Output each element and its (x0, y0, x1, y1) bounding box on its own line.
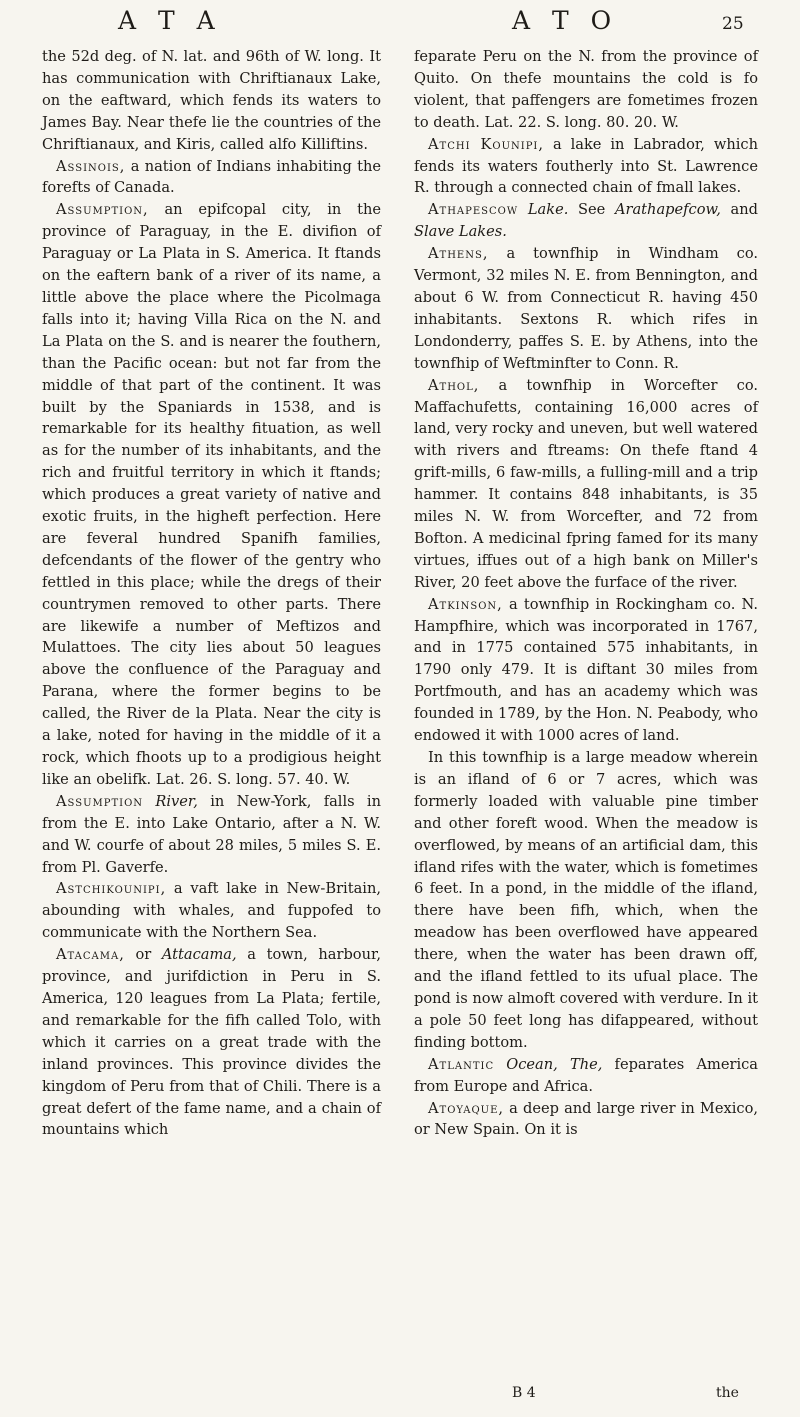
entry-text-pre: or (124, 946, 162, 964)
entry-assumption-river (42, 791, 381, 879)
headword: Atchi Kounipi, (428, 135, 545, 153)
entry-text: a townfhip in Worcefter co. Maffachufetts, containing 16,000 acres of land, very rocky and uneven, but well watered with rivers and ftreams: On thefe ftand 4 grift-mills, 6 faw-mills, a fulling-mill and a trip hammer. It contains 848 inhabitants, is 35 miles N. W. from Worcefter, and 72 from Bofton. A medicinal fpring famed for its many virtues, iffues out of a high bank on Miller's River, 20 feet above the furface of the river. (414, 376, 758, 591)
entry-athapescow (414, 199, 758, 243)
entry-italic: Ocean, The, (494, 1055, 603, 1073)
entry-athens (414, 243, 758, 374)
entry-text: an epifcopal city, in the province of Paraguay, in the E. divifion of Paraguay or La Plata in S. America. It ftands on the eaftern bank of a river of its name, a little above the place where the Picolmaga falls into it; having Villa Rica on the N. and La Plata on the S. and is nearer the fouthern, than the Pacific ocean: but not far from the middle of that part of the continent. It was built by the Spaniards in 1538, and is remarkable for its healthy fituation, as well as for the number of its inhabitants, and the rich and fruitful territory in which it ftands; which produces a great variety of native and exotic fruits, in the higheft perfection. Here are feveral hundred Spanifh families, defcendants of the flower of the gentry who fettled in this place; while the dregs of their countrymen removed to other parts. There are likewife a number of Meftizos and Mulattoes. The city lies about 50 leagues above the confluence of the Paraguay and Parana, where the former begins to be called, the River de la Plata. Near the city is a lake, noted for having in the middle of it a rock, which fhoots up to a prodigious height like an obelifk. Lat. 26. S. long. 57. 40. W. (42, 201, 381, 788)
headword: Assumption (56, 792, 144, 810)
entry-atoyaque (414, 1098, 758, 1142)
running-header (0, 6, 800, 40)
headword: Atoyaque, (428, 1099, 505, 1117)
headword: Athapescow (428, 201, 519, 219)
entry-italic: River, (143, 792, 198, 810)
entry-athol (414, 375, 758, 594)
entry-italic-ref1: Arathapefcow, (614, 201, 721, 219)
entry-atacama (42, 944, 381, 1141)
entry-continuation (42, 46, 381, 156)
entry-text: a townfhip in Rockingham co. N. Hampfhire, which was incorporated in 1767, and in 1775 contained 575 inhabitants, in 1790 only 479. It is diftant 30 miles from Portfmouth, and has an academy which was founded in 1789, by the Hon. N. Peabody, who endowed it with 1000 acres of land. (414, 595, 758, 745)
signature-mark: B 4 (512, 1385, 536, 1401)
entry-text-and: and (720, 201, 758, 219)
header-right: A T O (512, 6, 619, 35)
right-column (414, 46, 758, 1141)
entry-italic-ref2: Slave Lakes. (414, 223, 507, 241)
entry-italic: Lake. (518, 201, 569, 219)
entry-text: feparates America from Europe and Africa. (414, 1055, 759, 1095)
entry-text-see: See (568, 201, 615, 219)
entry-text: in New-York, falls in from the E. into Lake Ontario, after a N. W. and W. courfe of about 28 miles, 5 miles S. E. from Pl. Gaverfe. (42, 792, 382, 876)
page-number: 25 (722, 14, 744, 34)
entry-continuation (414, 46, 758, 134)
headword: Assinois, (56, 157, 126, 175)
entry-atchi-kounipi (414, 134, 758, 200)
entry-astchikounipi (42, 878, 381, 944)
entry-assumption (42, 199, 381, 790)
entry-text: a townfhip in Windham co. Vermont, 32 miles N. E. from Bennington, and about 6 W. from Connecticut R. having 450 inhabitants. Sextons R. which rifes in Londonderry, paffes S. E. by Athens, into the townfhip of Weftminfter to Conn. R. (414, 245, 758, 372)
entry-text: a lake in Labrador, which fends its waters foutherly into St. Lawrence R. through a connected chain of fmall lakes. (414, 135, 758, 197)
entry-text: a deep and large river in Mexico, or New Spain. On it is (414, 1099, 758, 1139)
headword: Assumption, (56, 201, 149, 219)
entry-atkinson-meadow (414, 747, 758, 1054)
headword: Atkinson, (428, 595, 503, 613)
entry-assinois (42, 156, 381, 200)
entry-text: a nation of Indians inhabiting the forefts of Canada. (42, 157, 381, 197)
headword: Atlantic (428, 1055, 495, 1073)
header-left: A T A (118, 6, 222, 35)
entry-atlantic (414, 1054, 758, 1098)
entry-text: In this townfhip is a large meadow wherein is an ifland of 6 or 7 acres, which was formerly loaded with valuable pine timber and other foreft wood. When the meadow is overflowed, by means of an artificial dam, this ifland rifes with the water, which is fometimes 6 feet. In a pond, in the middle of the ifland, there have been fifh, which, when the meadow has been overflowed have appeared there, when the water has been drawn off, and the ifland fettled to its ufual place. The pond is now almoft covered with verdure. In it a pole 50 feet long has difappeared, without finding bottom. (414, 749, 758, 1051)
continuation-text: the 52d deg. of N. lat. and 96th of W. long. It has communication with Chriftianaux Lake, on the eaftward, which fends its waters to James Bay. Near thefe lie the countries of the Chriftianaux, and Kiris, called alfo Killiftins. (42, 48, 381, 153)
headword: Athol, (428, 376, 480, 394)
entry-text: a vaft lake in New-Britain, abounding with whales, and fuppofed to communicate with the Northern Sea. (42, 880, 381, 942)
catchword: the (716, 1385, 739, 1401)
entry-text: a town, harbour, province, and jurifdiction in Peru in S. America, 120 leagues from La Plata; fertile, and remarkable for the fifh called Tolo, with which it carries on a great trade with the inland provinces. This province divides the kingdom of Peru from that of Chili. There is a great defert of the fame name, and a chain of mountains which (42, 946, 381, 1139)
left-column (42, 46, 381, 1141)
headword: Athens, (428, 245, 489, 263)
entry-atkinson (414, 594, 758, 747)
headword: Astchikounipi, (56, 880, 167, 898)
entry-italic: Attacama, (161, 946, 237, 964)
continuation-text: feparate Peru on the N. from the province of Quito. On thefe mountains the cold is fo violent, that paffengers are fometimes frozen to death. Lat. 22. S. long. 80. 20. W. (414, 48, 758, 131)
headword: Atacama, (56, 946, 125, 964)
